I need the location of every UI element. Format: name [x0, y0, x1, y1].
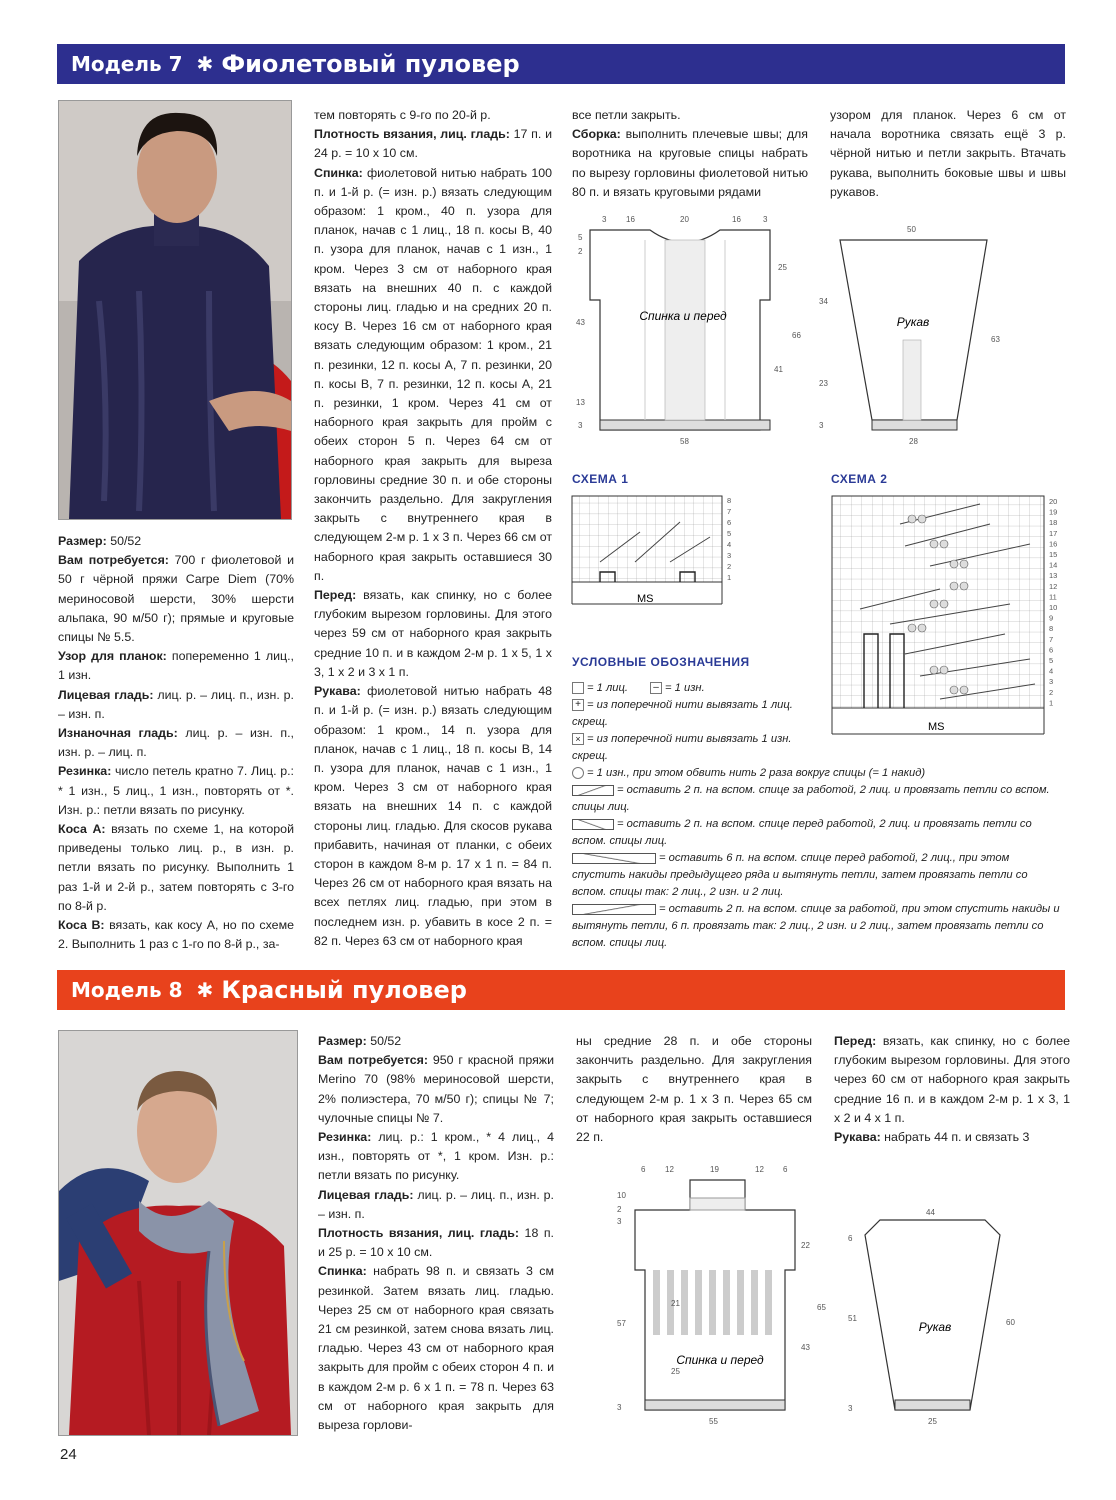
sleeve-label: Рукав — [918, 1320, 952, 1334]
row-num: 12 — [1049, 581, 1058, 591]
dim: 50 — [907, 225, 916, 234]
sleeve-text: фиолетовой нитью набрать 48 п. и 1-й р. (= изн. р.) вязать следующим образом: 1 кром., 14 п. узора для планок, начав с 1 лиц., 18 п. косы В, 14 п. узора для планок, начав с 1 изн., 1 кром. Через 3 см от наборного края вязать на внешних 14 п. с каждой стороны лиц. гладью. Для скосов рукава прибавить, начиная от планки, с обеих сторон в каждом 8-м р. 17 х 1 п. = 84 п. Через 26 см от наборного края вязать на всех петлях лиц. гладью, при этом в последнем изн. р. убавить в косе 2 п. = 82 п. Через 63 см от наборного края — [314, 684, 552, 948]
model7-col1 — [58, 532, 294, 954]
model7-photo-illustration — [59, 101, 291, 519]
dim: 3 — [848, 1404, 853, 1413]
star-icon: ✱ — [196, 52, 214, 76]
row-num: 3 — [727, 551, 732, 560]
row-num: 2 — [727, 562, 732, 571]
dim: 10 — [617, 1191, 626, 1200]
row-num: 16 — [1049, 539, 1058, 549]
row-num: 1 — [727, 573, 732, 582]
plus-symbol-icon: + — [572, 699, 584, 711]
model7-title: Фиолетовый пуловер — [221, 50, 520, 78]
model7-photo — [58, 100, 292, 520]
dim: 25 — [778, 263, 787, 272]
row-num: 7 — [1049, 634, 1054, 644]
cable-6-back-icon — [572, 904, 656, 915]
size-value: 50/52 — [366, 1034, 402, 1048]
legend-item: = из поперечной нити вывязать 1 лиц. скрещ. — [572, 699, 793, 728]
dim: 43 — [576, 318, 585, 327]
row-num: 4 — [727, 540, 732, 549]
dim: 3 — [602, 215, 607, 224]
dim: 57 — [617, 1319, 626, 1328]
legend — [572, 680, 1062, 952]
dim: 16 — [732, 215, 741, 224]
star-icon: ✱ — [196, 978, 214, 1002]
lic-text: лиц. р. – лиц. п., изн. р. – изн. п. — [58, 687, 294, 721]
row-num: 17 — [1049, 528, 1058, 538]
needs-text: 950 г красной пряжи Merino 70 (98% мериносовой шерсти, 2% полиэстера, 70 м/50 г); спицы № 7; чулочные спицы № 7. — [318, 1053, 554, 1125]
legend-item: = из поперечной нити вывязать 1 изн. скрещ. — [572, 733, 792, 762]
dim: 3 — [819, 421, 824, 430]
size-label: Размер: — [58, 534, 107, 548]
row-num: 19 — [1049, 507, 1058, 517]
dim: 12 — [755, 1165, 764, 1174]
dim: 6 — [641, 1165, 646, 1174]
front-label: Перед: — [314, 588, 357, 603]
model8-col3 — [834, 1032, 1070, 1147]
dim: 65 — [817, 1303, 826, 1312]
legend-title: УСЛОВНЫЕ ОБОЗНАЧЕНИЯ — [572, 655, 750, 669]
yarnover-symbol-icon — [572, 767, 584, 779]
model8-sleeve-pattern — [840, 1205, 1030, 1430]
front-text: вязать, как спинку, но с более глубоким вырезом горловины. Для этого через 59 см от наборного края закрыть средние 10 п. и в каждом 2-м р. 1 х 5, 1 х 3, 1 х 2 и 3 х 1 п. — [314, 588, 552, 679]
model7-col2 — [314, 106, 552, 951]
legend-item: = оставить 2 п. на вспом. спице за работой, при этом спустить накиды и вытянуть петли, 6 п. провязать так: 2 лиц., 2 изн. и 2 лиц., затем провязать петли со вспом. спицы лиц. — [572, 903, 1060, 949]
model7-col3 — [572, 106, 808, 202]
back-label: Спинка: — [318, 1264, 367, 1279]
size-value: 50/52 — [106, 534, 142, 548]
dim: 51 — [848, 1314, 857, 1323]
back-text: набрать 98 п. и связать 3 см резинкой. Затем вязать лиц. гладью. Через 25 см от наборного края связать 21 см резинкой, затем снова вязать лиц. гладью. Через 43 см от наборного края закрыть для пройм с обеих сторон 4 п. и в каждом 2-м р. 6 х 1 п. = 78 п. Через 63 см от наборного края закрыть для выреза горлови- — [318, 1264, 554, 1433]
dim: 23 — [819, 379, 828, 388]
dim: 55 — [709, 1417, 718, 1426]
legend-item: = оставить 2 п. на вспом. спице перед работой, 2 лиц. и провязать петли со вспом. спицы лиц. — [572, 818, 1032, 847]
dim: 3 — [617, 1403, 622, 1412]
kosaA-text: вязать по схеме 1, на которой приведены только лиц. р., в изн. р. петли вязать по рисунку. Выполнить 1 раз 1-й и 2-й р., затем повторять с 3-го по 8-й р. — [58, 822, 294, 913]
row-num: 7 — [727, 507, 732, 516]
dim: 5 — [578, 233, 583, 242]
lic-text: лиц. р. – лиц. п., изн. р. – изн. п. — [318, 1187, 554, 1221]
needs-text: 700 г фиолетовой и 50 г чёрной пряжи Carpe Diem (70% мериносовой шерсти, 30% шерсти альпака, 90 м/50 г); прямые и круговые спицы № 5.5. — [58, 553, 294, 645]
cable-back-icon — [572, 785, 614, 796]
uzor-label: Узор для планок: — [58, 649, 167, 664]
model8-photo — [58, 1030, 298, 1436]
legend-item: = 1 изн., при этом обвить нить 2 раза вокруг спицы (= 1 накид) — [587, 767, 926, 779]
model7-col4 — [830, 106, 1066, 202]
legend-item: = оставить 2 п. на вспом. спице за работой, 2 лиц. и провязать петли со вспом. спицы лиц. — [572, 784, 1050, 813]
density-text: 18 п. и 25 р. = 10 х 10 см. — [318, 1226, 554, 1260]
uzor-text: попеременно 1 лиц., 1 изн. — [58, 649, 294, 683]
rez-text: число петель кратно 7. Лиц. р.: * 1 изн., 5 лиц., 1 изн., повторять от *. Изн. р.: петли вязать по рисунку. — [58, 764, 294, 817]
izn-text: лиц. р. – изн. п., изн. р. – лиц. п. — [58, 726, 294, 760]
row-num: 15 — [1049, 550, 1058, 559]
row-num: 5 — [727, 529, 732, 538]
izn-label: Изнаночная гладь: — [58, 726, 178, 741]
dim: 21 — [671, 1299, 680, 1308]
row-num: 4 — [1049, 666, 1054, 676]
back-text: фиолетовой нитью набрать 100 п. и 1-й р. (= изн. р.) вязать следующим образом: 1 кром., 40 п. узора для планок, начав с 1 лиц., 18 п. косы В, 40 п. узора для планок, начав с 1 изн., 1 кром. Через 3 см от наборного края вязать на внешних 40 п. с каждой стороны лиц. гладью и на средних 20 п. косу В. Через 16 см от наборного края вязать следующим образом: 1 кром., 21 п. резинки, 12 п. косы А, 7 п. резинки, 20 п. косы В, 7 п. резинки, 12 п. косы А, 21 п. резинки, 1 кром. Через 41 см от наборного края закрыть для пройм с обеих сторон 5 п. Через 64 см от наборного края закрыть для выреза горловины средние 30 п. и обе стороны закончить раздельно. Для закругления закрыть с внутреннего края в следующем 2-м р. 1 х 3 п. Через 66 см от наборного края закрыть оставшиеся 30 п. — [314, 165, 552, 583]
legend-item: = 1 лиц. — [587, 682, 629, 694]
schema1-ms: MS — [637, 593, 654, 605]
model8-col2 — [576, 1032, 812, 1147]
dim: 20 — [680, 215, 689, 224]
row-num: 3 — [1049, 677, 1054, 687]
row-num: 10 — [1049, 603, 1058, 612]
schema2-title: СХЕМА 2 — [831, 472, 888, 486]
dim: 43 — [801, 1343, 810, 1352]
schema1-grid — [570, 492, 740, 610]
model7-banner — [57, 44, 1065, 84]
dim: 3 — [578, 421, 583, 430]
needs-label: Вам потребуется: — [58, 553, 169, 568]
back-label: Спинка: — [314, 165, 363, 180]
body-label: Спинка и перед — [676, 1353, 764, 1367]
dim: 41 — [774, 365, 783, 374]
row-num: 8 — [727, 496, 732, 505]
model8-body-pattern — [605, 1160, 835, 1430]
size-label: Размер: — [318, 1034, 367, 1048]
dim: 2 — [617, 1205, 622, 1214]
rez-text: лиц. р.: 1 кром., * 4 лиц., 4 изн., повторять от *, 1 кром. Изн. р.: петли вязать по рисунку. — [318, 1130, 554, 1183]
row-num: 18 — [1049, 518, 1058, 528]
model7-sleeve-pattern — [815, 220, 1005, 450]
rez-label: Резинка: — [318, 1130, 372, 1145]
row-num: 6 — [727, 518, 732, 527]
model8-photo-illustration — [59, 1031, 297, 1435]
col3-intro: все петли закрыть. — [572, 108, 681, 122]
schema2-ms: MS — [928, 721, 945, 733]
model8-number: Модель 8 — [71, 978, 183, 1002]
density-text: 17 п. и 24 р. = 10 х 10 см. — [314, 127, 552, 161]
col2-text: ны средние 28 п. и обе стороны закончить раздельно. Для закругления закрыть с внутреннего края в следующем 2-м р. 1 х 3 п. Через 65 см от наборного края закрыть оставшиеся 22 п. — [576, 1034, 812, 1145]
dim: 19 — [710, 1165, 719, 1174]
row-num: 1 — [1049, 698, 1054, 708]
density-label: Плотность вязания, лиц. гладь: — [314, 127, 510, 142]
dim: 13 — [576, 398, 585, 407]
dim: 58 — [680, 437, 689, 446]
dim: 34 — [819, 297, 828, 306]
legend-item: = 1 изн. — [665, 682, 705, 694]
sleeve-label: Рукав — [896, 315, 930, 329]
dim: 44 — [926, 1208, 935, 1217]
dim: 6 — [783, 1165, 788, 1174]
assembly-label: Сборка: — [572, 127, 621, 142]
kosaB-label: Коса В: — [58, 918, 105, 933]
col4-text: узором для планок. Через 6 см от начала воротника связать ещё 3 р. чёрной нитью и петли закрыть. Втачать рукава, выполнить боковые швы и швы рукавов. — [830, 108, 1066, 199]
model8-title: Красный пуловер — [221, 976, 467, 1004]
purl-symbol-icon: – — [650, 682, 662, 694]
dim: 22 — [801, 1241, 810, 1250]
dim: 2 — [578, 247, 583, 256]
legend-item: = оставить 6 п. на вспом. спице перед работой, 2 лиц., при этом спустить накиды предыдущего ряда и вытянуть петли, затем провязать петли со вспом. спицы так: 2 лиц., 2 изн. и 2 лиц. — [572, 852, 1028, 898]
schema1-title: СХЕМА 1 — [572, 472, 629, 486]
dim: 63 — [991, 335, 1000, 344]
dim: 60 — [1006, 1318, 1015, 1327]
model7-body-pattern — [570, 210, 810, 450]
sleeve-text: набрать 44 п. и связать 3 — [880, 1130, 1030, 1145]
col2-intro: тем повторять с 9-го по 20-й р. — [314, 108, 491, 122]
row-num: 20 — [1049, 497, 1058, 506]
row-num: 14 — [1049, 560, 1058, 570]
kosaB-text: вязать, как косу А, но по схеме 2. Выполнить 1 раз с 1-го по 8-й р., за- — [58, 918, 294, 952]
cross-symbol-icon: × — [572, 733, 584, 745]
dim: 6 — [848, 1234, 853, 1243]
dim: 25 — [671, 1367, 680, 1376]
row-num: 11 — [1049, 592, 1057, 602]
kosaA-label: Коса А: — [58, 822, 106, 837]
rez-label: Резинка: — [58, 764, 112, 779]
dim: 3 — [763, 215, 768, 224]
model8-col1 — [318, 1032, 554, 1435]
model7-number: Модель 7 — [71, 52, 183, 76]
dim: 3 — [617, 1217, 622, 1226]
row-num: 5 — [1049, 656, 1054, 665]
needs-label: Вам потребуется: — [318, 1053, 429, 1068]
sleeve-label: Рукава: — [834, 1130, 881, 1145]
cable-front-icon — [572, 819, 614, 830]
lic-label: Лицевая гладь: — [318, 1187, 414, 1202]
row-num: 13 — [1049, 571, 1058, 581]
dim: 16 — [626, 215, 635, 224]
cable-6-front-icon — [572, 853, 656, 864]
dim: 12 — [665, 1165, 674, 1174]
dim: 66 — [792, 331, 801, 340]
page-number: 24 — [60, 1446, 77, 1463]
sleeve-label: Рукава: — [314, 684, 361, 699]
density-label: Плотность вязания, лиц. гладь: — [318, 1226, 520, 1241]
knit-symbol-icon — [572, 682, 584, 694]
row-num: 6 — [1049, 645, 1054, 655]
front-label: Перед: — [834, 1034, 877, 1048]
lic-label: Лицевая гладь: — [58, 687, 154, 702]
row-num: 2 — [1049, 687, 1054, 697]
dim: 25 — [928, 1417, 937, 1426]
row-num: 8 — [1049, 624, 1054, 634]
front-text: вязать, как спинку, но с более глубоким вырезом горловины. Для этого через 60 см от наборного края закрыть средние 16 п. и в каждом 2-м р. 1 х 3, 1 х 2 и 4 х 1 п. — [834, 1034, 1070, 1125]
row-num: 9 — [1049, 613, 1054, 623]
model8-banner — [57, 970, 1065, 1010]
dim: 28 — [909, 437, 918, 446]
body-label: Спинка и перед — [639, 309, 727, 323]
assembly-text: выполнить плечевые швы; для воротника на круговые спицы набрать по вырезу горловины фиолетовой нитью 80 п. и вязать круговыми рядами — [572, 127, 808, 199]
